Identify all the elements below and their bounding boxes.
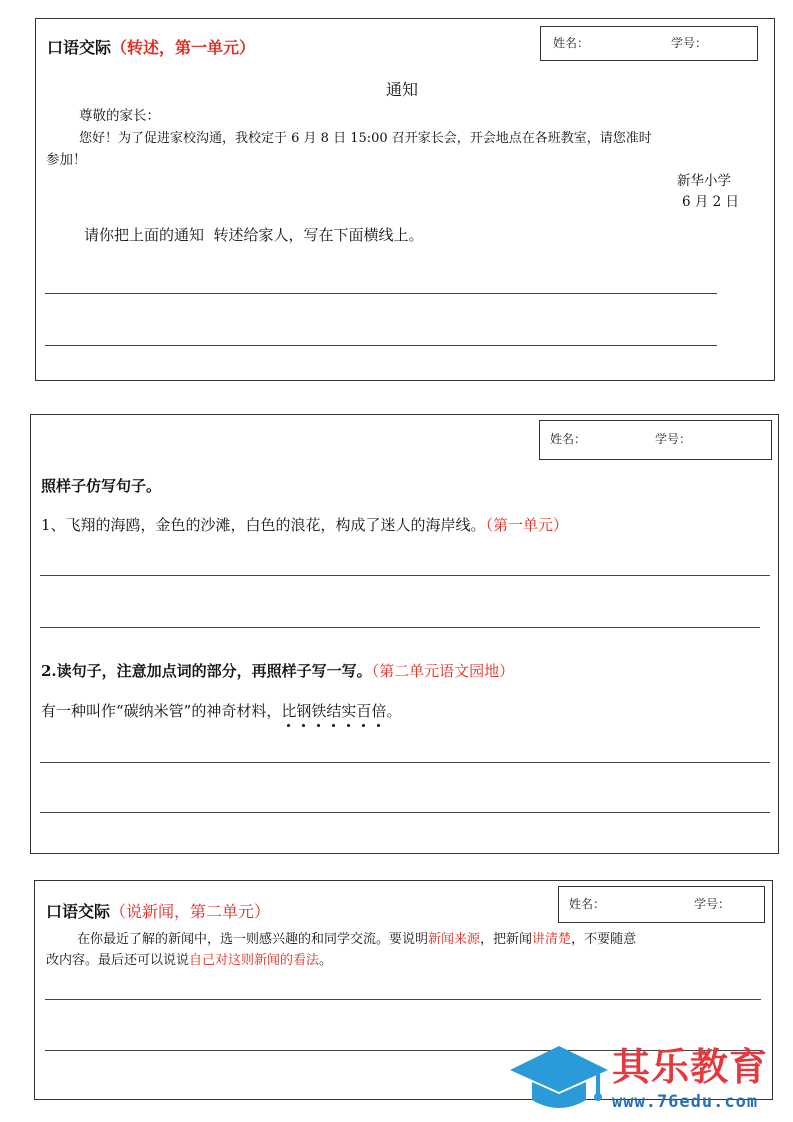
section-heading: 照样子仿写句子。 bbox=[41, 477, 162, 495]
prompt-text: 改内容。最后还可以说说 bbox=[46, 953, 190, 968]
dotted-char: 钢 bbox=[296, 702, 312, 720]
instruction: 请你把上面的通知 转述给家人，写在下面横线上。 bbox=[84, 226, 424, 244]
dotted-char: 结 bbox=[326, 702, 342, 720]
notice-signature-school: 新华小学 bbox=[677, 173, 731, 189]
example-sentence-after: 。 bbox=[386, 702, 402, 720]
watermark-url: www.76edu.com bbox=[612, 1092, 759, 1112]
question-1-note: （第一单元） bbox=[485, 516, 569, 534]
title-red: （说新闻，第二单元） bbox=[110, 902, 271, 921]
dotted-char: 比 bbox=[281, 702, 297, 720]
question-2 bbox=[41, 660, 514, 681]
id-label: 学号： bbox=[694, 897, 731, 911]
question-2-text: 2.读句子，注意加点词的部分，再照样子写一写。 bbox=[41, 662, 372, 680]
prompt-text: 在你最近了解的新闻中，选一则感兴趣的和同学交流。要说明 bbox=[77, 932, 429, 947]
question-1 bbox=[41, 514, 568, 535]
dotted-char: 实 bbox=[341, 702, 357, 720]
dotted-char: 百 bbox=[356, 702, 372, 720]
card-title bbox=[47, 35, 255, 58]
notice-body-line1: 您好！为了促进家校沟通，我校定于 6 月 8 日 15:00 召开家长会，开会地点在各班教室，请您准时 bbox=[79, 131, 652, 146]
notice-signature-date: 6 月 2 日 bbox=[682, 194, 740, 210]
oral-retelling-card bbox=[35, 18, 775, 381]
notice-body-line2: 参加！ bbox=[46, 152, 87, 168]
prompt-line2 bbox=[46, 950, 332, 971]
highlight-explain-clearly: 讲清楚 bbox=[532, 932, 572, 947]
answer-line bbox=[40, 762, 770, 763]
prompt-line1 bbox=[77, 929, 636, 950]
answer-line bbox=[45, 293, 717, 294]
watermark-brand: 其乐教育 bbox=[612, 1045, 769, 1089]
highlight-own-opinion: 自己对这则新闻的看法 bbox=[189, 953, 320, 968]
id-label: 学号： bbox=[671, 36, 708, 50]
name-id-box bbox=[558, 886, 765, 923]
dotted-char: 倍 bbox=[371, 702, 387, 720]
notice-salutation: 尊敬的家长： bbox=[79, 108, 160, 124]
highlight-news-source: 新闻来源 bbox=[428, 932, 481, 947]
example-sentence-before: 有一种叫作“碳纳米管”的神奇材料， bbox=[41, 702, 282, 720]
prompt-text: 。 bbox=[319, 953, 333, 968]
answer-line bbox=[40, 812, 770, 813]
example-sentence bbox=[41, 700, 401, 721]
prompt-text: ，不要随意 bbox=[571, 932, 637, 947]
answer-line bbox=[45, 999, 761, 1000]
card-title bbox=[46, 899, 270, 922]
graduation-cap-icon bbox=[508, 1042, 610, 1114]
title-black: 口语交际 bbox=[46, 902, 111, 921]
title-red: （转述，第一单元） bbox=[111, 38, 256, 57]
question-2-note: （第二单元语文园地） bbox=[371, 662, 515, 680]
prompt-text: ，把新闻 bbox=[480, 932, 533, 947]
title-black: 口语交际 bbox=[47, 38, 112, 57]
sentence-imitation-card bbox=[30, 414, 779, 854]
question-1-text: 1、飞翔的海鸥，金色的沙滩，白色的浪花，构成了迷人的海岸线。 bbox=[41, 516, 486, 534]
name-id-box bbox=[540, 26, 758, 61]
id-label: 学号： bbox=[655, 432, 692, 446]
notice-heading: 通知 bbox=[386, 80, 419, 99]
dotted-char: 铁 bbox=[311, 702, 327, 720]
answer-line bbox=[40, 575, 770, 576]
name-label: 姓名： bbox=[553, 36, 590, 50]
name-label: 姓名： bbox=[569, 897, 606, 911]
answer-line bbox=[45, 345, 717, 346]
name-label: 姓名： bbox=[550, 432, 587, 446]
name-id-box bbox=[539, 420, 772, 460]
answer-line bbox=[40, 627, 760, 628]
